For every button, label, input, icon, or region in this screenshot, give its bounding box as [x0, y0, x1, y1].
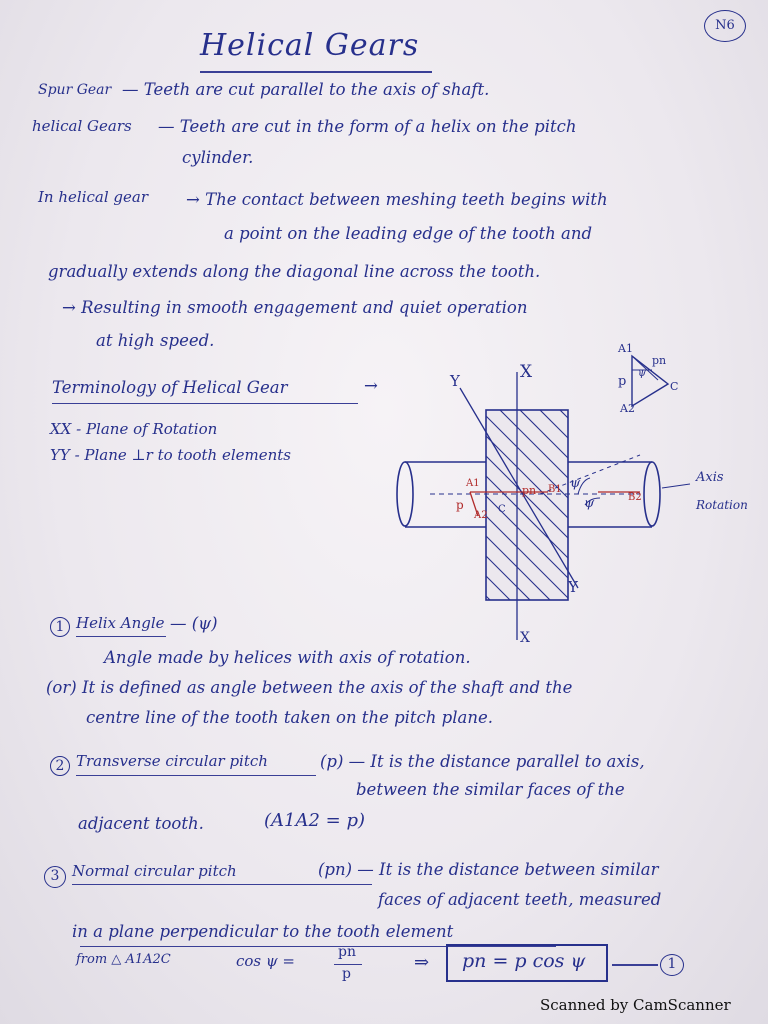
- item-1-heading: Helix Angle: [76, 614, 165, 632]
- item-1-number: 1: [55, 619, 65, 635]
- triangle-label-a2: A2: [620, 402, 635, 415]
- diagram-label-y-bottom: Y: [568, 578, 578, 596]
- item-3-cos-text: cos ψ =: [236, 952, 295, 970]
- contact-text: → The contact between meshing teeth begins with: [186, 190, 608, 209]
- item-3-heading: Normal circular pitch: [72, 862, 237, 880]
- helical-text: — Teeth are cut in the form of a helix on the pitch: [158, 117, 577, 136]
- item-1-text-2: (or) It is defined as angle between the axis of the shaft and the: [46, 678, 573, 697]
- scanner-watermark: Scanned by CamScanner: [540, 996, 731, 1014]
- item-2-heading-underline: [76, 775, 316, 776]
- diagram-psi-2: ψ: [584, 496, 595, 511]
- diagram-label-y-top: Y: [450, 372, 460, 390]
- terminology-heading: Terminology of Helical Gear: [52, 378, 288, 397]
- item-3-text-2: in a plane perpendicular to the tooth element: [72, 922, 454, 941]
- item-1-text-3: centre line of the tooth taken on the pitch plane.: [86, 708, 493, 727]
- triangle-label-c: C: [670, 380, 679, 393]
- item-3-number-badge: [44, 866, 66, 888]
- terminology-arrow: →: [364, 376, 378, 395]
- item-2-text-2: adjacent tooth.: [78, 814, 204, 833]
- yy-definition: YY - Plane ⊥r to tooth elements: [50, 446, 292, 464]
- xx-definition: XX - Plane of Rotation: [50, 420, 218, 438]
- item-2-number-badge: [50, 756, 70, 776]
- spur-label: Spur Gear: [38, 82, 112, 98]
- item-3-text-1: faces of adjacent teeth, measured: [378, 890, 662, 909]
- diagram-label-x-top: X: [520, 362, 533, 382]
- helical-label: helical Gears: [32, 117, 132, 135]
- item-3-number: 3: [50, 868, 60, 884]
- contact-text-2: a point on the leading edge of the tooth and: [224, 224, 593, 243]
- item-2-text-1: between the similar faces of the: [356, 780, 625, 799]
- item-1-heading-suffix: — (ψ): [170, 614, 218, 633]
- item-3-equation-number-badge: [660, 954, 684, 976]
- triangle-label-pn: pn: [652, 354, 667, 367]
- item-3-heading-suffix: (pn) — It is the distance between similar: [318, 860, 659, 879]
- contact-label: In helical gear: [38, 188, 148, 206]
- item-3-fraction-denominator: p: [342, 966, 351, 982]
- item-3-result: pn = p cos ψ: [462, 950, 586, 972]
- diagram-label-b2: B2: [628, 492, 642, 503]
- item-2-heading: Transverse circular pitch: [76, 752, 268, 770]
- contact-text-3: gradually extends along the diagonal line across the tooth.: [48, 262, 541, 281]
- diagram-axis-label: Axis: [696, 470, 724, 485]
- item-1-text-1: Angle made by helices with axis of rotation.: [104, 648, 471, 667]
- result-text: → Resulting in smooth engagement and quiet operation: [62, 298, 528, 317]
- item-3-heading-underline: [72, 884, 372, 885]
- diagram-label-p: p: [456, 498, 464, 512]
- diagram-label-a1: A1: [466, 478, 480, 489]
- diagram-rotation-label: Rotation: [696, 498, 748, 512]
- item-3-equation-number: 1: [667, 956, 677, 972]
- item-3-fraction-numerator: pn: [338, 944, 356, 960]
- item-2-formula: (A1A2 = p): [264, 810, 365, 831]
- item-3-implies: ⇒: [414, 952, 430, 973]
- result-text-2: at high speed.: [96, 331, 215, 350]
- triangle-label-a1: A1: [618, 342, 633, 355]
- diagram-label-pn: pn: [522, 484, 537, 497]
- diagram-label-c: C: [498, 504, 506, 515]
- item-3-equation-line: [612, 964, 658, 966]
- page-title: Helical Gears: [200, 28, 420, 63]
- item-1-number-badge: [50, 617, 70, 637]
- triangle-label-psi: ψ: [638, 368, 646, 379]
- item-3-from-text: from △ A1A2C: [76, 952, 171, 967]
- page-number: N6: [715, 18, 735, 33]
- item-2-heading-suffix: (p) — It is the distance parallel to axis,: [320, 752, 645, 771]
- diagram-label-b1: B1: [548, 484, 562, 495]
- diagram-label-a2: A2: [474, 510, 488, 521]
- diagram-psi-1: ψ: [570, 476, 581, 491]
- item-1-heading-underline: [76, 636, 166, 637]
- spur-text: — Teeth are cut parallel to the axis of shaft.: [122, 80, 490, 99]
- helical-text-2: cylinder.: [182, 148, 254, 167]
- diagram-label-x-bottom: X: [520, 630, 530, 646]
- item-2-number: 2: [55, 758, 65, 774]
- triangle-label-p: p: [618, 374, 627, 389]
- item-3-fraction-bar: [334, 964, 362, 965]
